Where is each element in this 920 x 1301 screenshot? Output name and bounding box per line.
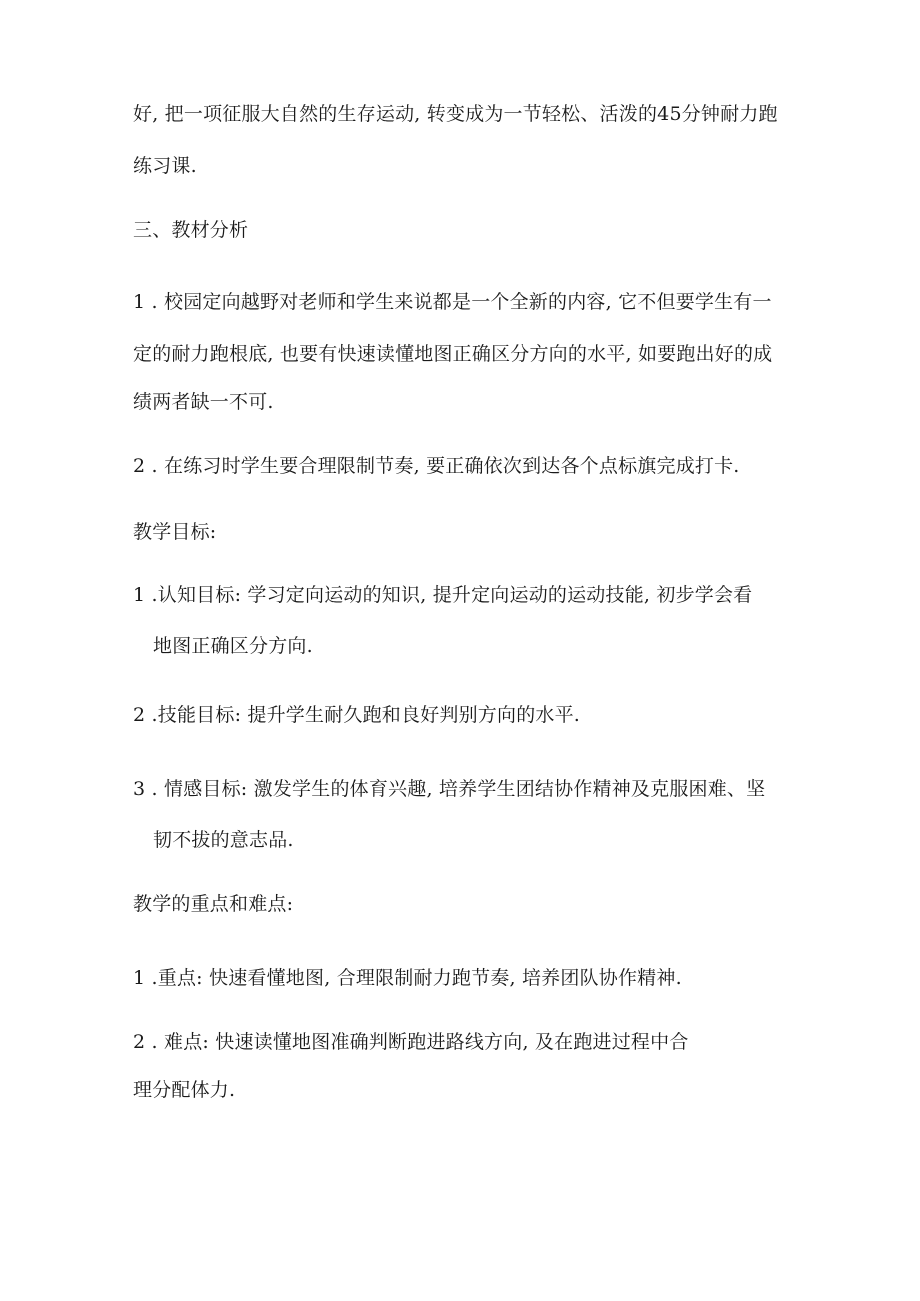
intro-line-1: 好, 把一项征服大自然的生存运动, 转变成为一节轻松、活泼的45分钟耐力跑 (133, 103, 778, 125)
intro-line-2: 练习课. (133, 155, 197, 177)
section-heading-material-analysis: 三、教材分析 (133, 219, 249, 241)
goal-item-1-line-1: 1 .认知目标: 学习定向运动的知识, 提升定向运动的运动技能, 初步学会看 (133, 584, 753, 606)
goal-item-1-line-2: 地图正确区分方向. (153, 635, 313, 657)
goal-item-3-line-2: 韧不拔的意志品. (153, 829, 294, 851)
section-heading-key-and-difficult-points: 教学的重点和难点: (133, 893, 294, 915)
goal-item-2: 2 .技能目标: 提升学生耐久跑和良好判别方向的水平. (133, 704, 581, 726)
keypoint-item-1: 1 .重点: 快速看懂地图, 合理限制耐力跑节奏, 培养团队协作精神. (133, 967, 682, 989)
analysis-item-1-line-1: 1 . 校园定向越野对老师和学生来说都是一个全新的内容, 它不但要学生有一 (133, 291, 772, 313)
analysis-item-1-line-3: 绩两者缺一不可. (133, 391, 274, 413)
section-heading-teaching-goals: 教学目标: (133, 521, 217, 543)
analysis-item-1-line-2: 定的耐力跑根底, 也要有快速读懂地图正确区分方向的水平, 如要跑出好的成 (133, 343, 773, 365)
keypoint-item-2-line-2: 理分配体力. (133, 1079, 236, 1101)
analysis-item-2: 2 . 在练习时学生要合理限制节奏, 要正确依次到达各个点标旗完成打卡. (133, 455, 740, 477)
goal-item-3-line-1: 3 . 情感目标: 激发学生的体育兴趣, 培养学生团结协作精神及克服困难、坚 (133, 778, 766, 800)
keypoint-item-2-line-1: 2 . 难点: 快速读懂地图准确判断跑进路线方向, 及在跑进过程中合 (133, 1031, 689, 1053)
